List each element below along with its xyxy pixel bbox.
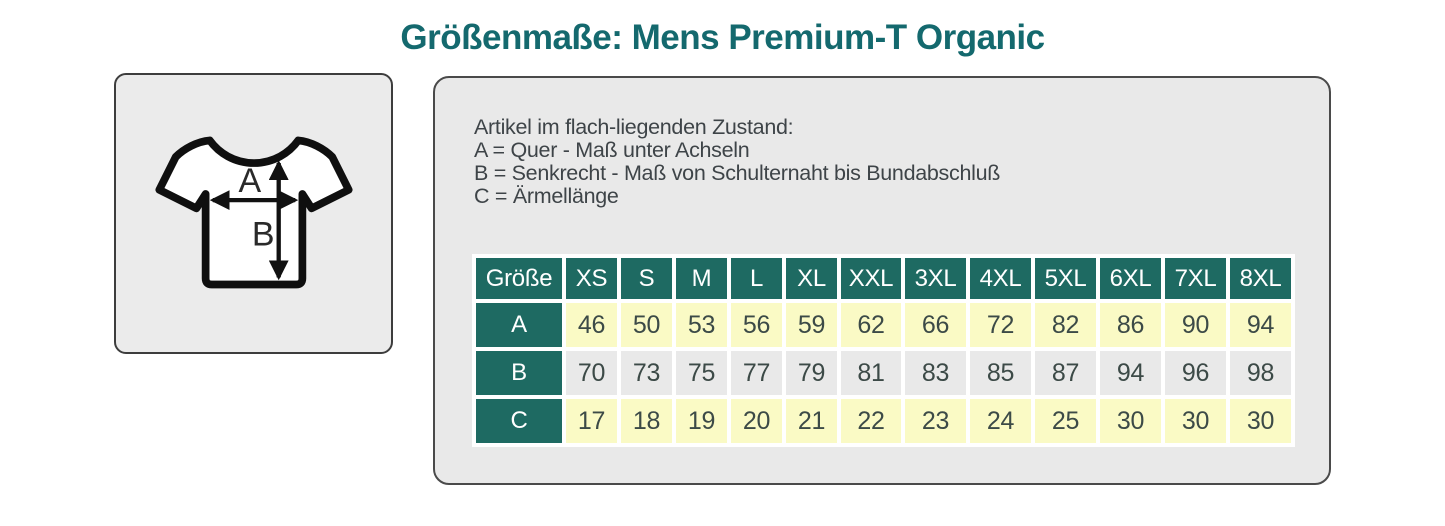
cell-b-4xl: 85 [970,351,1031,395]
tshirt-measurement-icon [151,126,357,301]
size-header-8xl: 8XL [1230,258,1291,299]
cell-b-5xl: 87 [1035,351,1096,395]
size-info-panel [433,76,1331,485]
cell-a-8xl: 94 [1230,303,1291,347]
size-header-xs: XS [566,258,617,299]
size-header-7xl: 7XL [1165,258,1226,299]
cell-a-3xl: 66 [905,303,966,347]
size-header-4xl: 4XL [970,258,1031,299]
measure-label-a: A [238,161,261,200]
cell-c-s: 18 [621,399,672,443]
size-header-l: L [731,258,782,299]
cell-b-xl: 79 [786,351,837,395]
measurement-legend [474,116,1000,208]
row-label-c: C [476,399,562,443]
cell-c-6xl: 30 [1100,399,1161,443]
cell-c-xs: 17 [566,399,617,443]
cell-a-xs: 46 [566,303,617,347]
cell-b-l: 77 [731,351,782,395]
row-label-b: B [476,351,562,395]
size-header-5xl: 5XL [1035,258,1096,299]
cell-c-3xl: 23 [905,399,966,443]
measurement-row-b [476,351,1291,395]
size-header-m: M [676,258,727,299]
size-header-row [476,258,1291,299]
cell-a-l: 56 [731,303,782,347]
cell-a-s: 50 [621,303,672,347]
cell-c-4xl: 24 [970,399,1031,443]
cell-a-5xl: 82 [1035,303,1096,347]
cell-c-xl: 21 [786,399,837,443]
cell-b-8xl: 98 [1230,351,1291,395]
legend-line-intro: Artikel im flach-liegenden Zustand: [474,115,794,139]
cell-b-3xl: 83 [905,351,966,395]
cell-c-xxl: 22 [841,399,901,443]
row-label-a: A [476,303,562,347]
size-header-xl: XL [786,258,837,299]
cell-b-6xl: 94 [1100,351,1161,395]
measure-label-b: B [251,215,275,254]
cell-b-xs: 70 [566,351,617,395]
cell-b-s: 73 [621,351,672,395]
tshirt-diagram-box [114,73,393,354]
cell-a-4xl: 72 [970,303,1031,347]
cell-a-6xl: 86 [1100,303,1161,347]
cell-b-m: 75 [676,351,727,395]
corner-header-cell: Größe [476,258,562,299]
measurement-row-a [476,303,1291,347]
size-header-xxl: XXL [841,258,901,299]
cell-c-5xl: 25 [1035,399,1096,443]
measurement-row-c [476,399,1291,443]
size-header-3xl: 3XL [905,258,966,299]
cell-c-7xl: 30 [1165,399,1226,443]
legend-line-c: C = Ärmellänge [474,184,619,208]
cell-a-xl: 59 [786,303,837,347]
cell-c-8xl: 30 [1230,399,1291,443]
cell-c-m: 19 [676,399,727,443]
cell-b-xxl: 81 [841,351,901,395]
cell-a-7xl: 90 [1165,303,1226,347]
cell-c-l: 20 [731,399,782,443]
size-header-s: S [621,258,672,299]
cell-a-xxl: 62 [841,303,901,347]
cell-a-m: 53 [676,303,727,347]
size-header-6xl: 6XL [1100,258,1161,299]
cell-b-7xl: 96 [1165,351,1226,395]
legend-line-b: B = Senkrecht - Maß von Schulternaht bis Bundabschluß [474,161,1001,185]
legend-line-a: A = Quer - Maß unter Achseln [474,138,750,162]
page-title: Größenmaße: Mens Premium-T Organic [400,18,1045,57]
size-table [472,254,1295,447]
